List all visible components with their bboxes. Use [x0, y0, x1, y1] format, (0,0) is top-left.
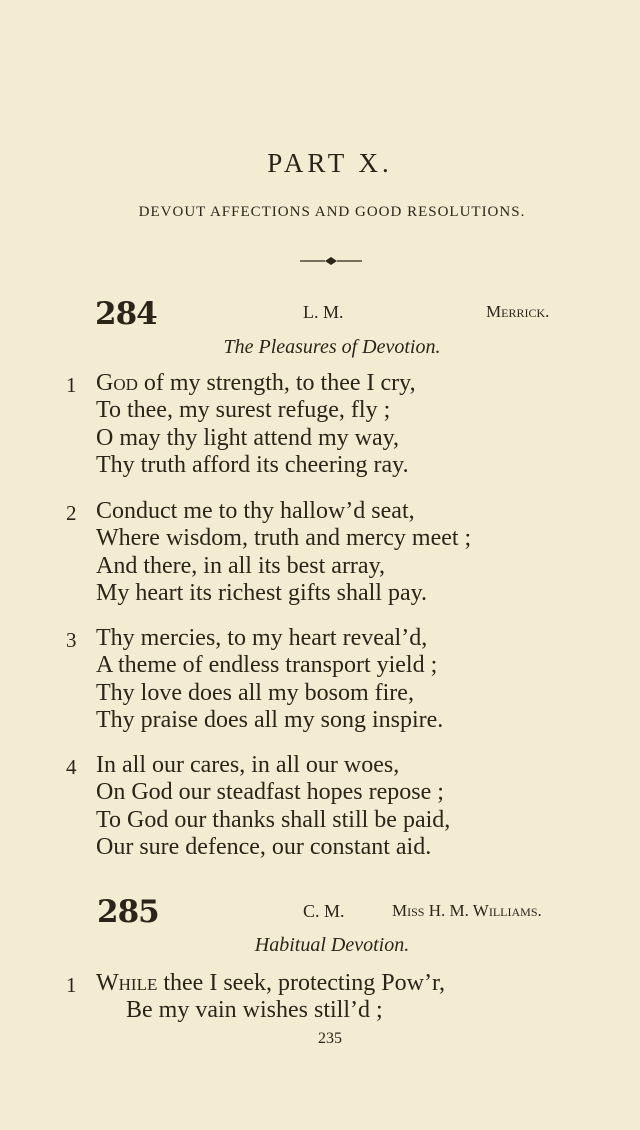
- verse-line: [96, 370, 416, 397]
- verse-initial-word: While: [96, 970, 158, 996]
- verse-line: A theme of endless transport yield ;: [96, 652, 438, 678]
- hymn-number: 285: [97, 894, 159, 930]
- hymn-title: Habitual Devotion.: [254, 934, 410, 956]
- verse-number: 2: [66, 501, 77, 525]
- verse-number: 1: [66, 973, 77, 997]
- verse-line: On God our steadfast hopes repose ;: [96, 779, 444, 805]
- section-title: DEVOUT AFFECTIONS AND GOOD RESOLUTIONS.: [138, 204, 526, 220]
- hymn-285-header: [0, 894, 640, 934]
- verse-line-rest: of my strength, to thee I cry,: [137, 370, 416, 396]
- verse-line: Thy praise does all my song inspire.: [96, 707, 444, 733]
- verse-number: 3: [66, 628, 77, 652]
- page-number: 235: [318, 1030, 342, 1047]
- verse-line: [96, 970, 445, 997]
- hymn-number: 284: [95, 296, 157, 332]
- verse-number: 4: [66, 755, 77, 779]
- verse-line: My heart its richest gifts shall pay.: [96, 580, 428, 606]
- verse-line: And there, in all its best array,: [96, 553, 386, 579]
- divider-ornament: [300, 254, 362, 268]
- verse-line: Our sure defence, our constant aid.: [96, 834, 432, 860]
- verse-initial-word: God: [96, 370, 138, 396]
- hymn-author: Merrick.: [486, 302, 550, 321]
- verse-line: Conduct me to thy hallow’d seat,: [96, 498, 415, 524]
- verse-line: Where wisdom, truth and mercy meet ;: [96, 525, 472, 551]
- verse-line-rest: thee I seek, protecting Pow’r,: [157, 970, 445, 996]
- hymn-284-header: [0, 296, 640, 336]
- verse-line: To thee, my surest refuge, fly ;: [96, 397, 391, 423]
- hymn-author: Miss H. M. Williams.: [392, 901, 542, 920]
- hymn-meter: L. M.: [303, 302, 344, 322]
- hymn-meter: C. M.: [303, 901, 345, 921]
- part-title: PART X.: [267, 148, 393, 178]
- verse-line: Thy mercies, to my heart reveal’d,: [96, 625, 428, 651]
- verse-line: O may thy light attend my way,: [96, 425, 400, 451]
- verse-line: To God our thanks shall still be paid,: [96, 807, 451, 833]
- verse-line: Be my vain wishes still’d ;: [126, 997, 383, 1023]
- verse-line: Thy love does all my bosom fire,: [96, 680, 414, 706]
- hymn-title: The Pleasures of Devotion.: [223, 336, 441, 358]
- verse-line: In all our cares, in all our woes,: [96, 752, 400, 778]
- verse-number: 1: [66, 373, 77, 397]
- verse-line: Thy truth afford its cheering ray.: [96, 452, 409, 478]
